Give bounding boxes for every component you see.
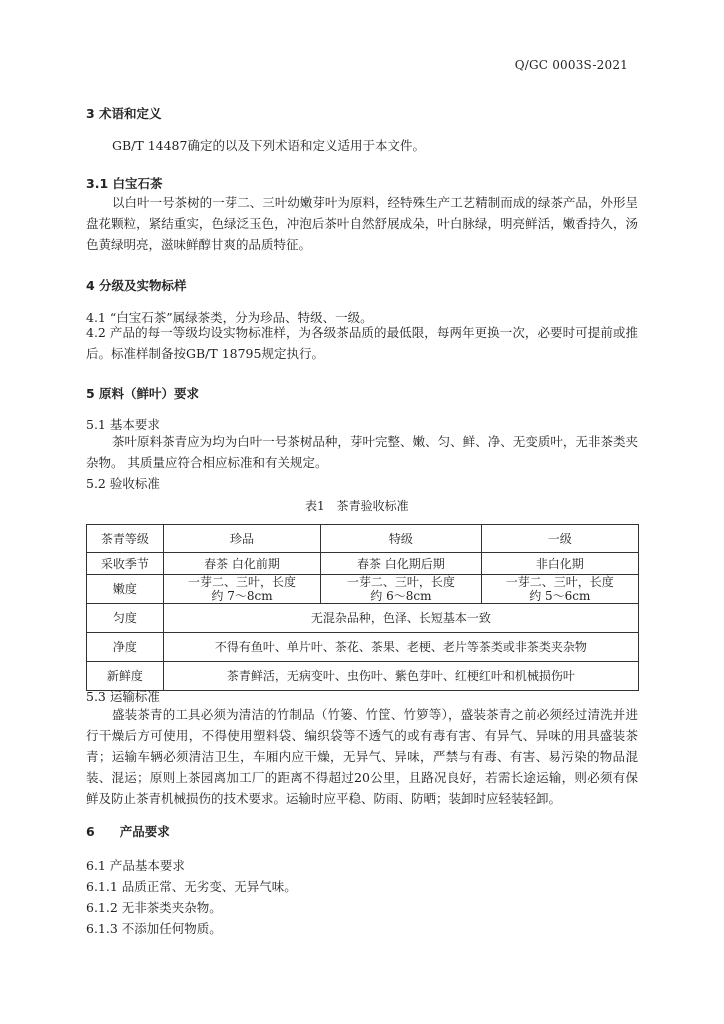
cell-line: 一芽二、三叶，长度 — [505, 575, 614, 589]
section-3-intro: GB/T 14487确定的以及下列术语和定义适用于本文件。 — [112, 138, 425, 153]
table-cell — [163, 575, 320, 604]
cell-line: 一芽二、三叶，长度 — [346, 575, 455, 589]
table-cell: 嫩度 — [87, 575, 164, 604]
table-cell: 匀度 — [87, 604, 164, 633]
section-4-1: 4.1 “白宝石茶”属绿茶类，分为珍品、特级、一级。 — [86, 310, 373, 325]
cell-line: 一芽二、三叶，长度 — [187, 575, 296, 589]
section-6-title: 6 产品要求 — [86, 824, 170, 839]
section-5-3-body: 盛装茶青的工具必须为清洁的竹制品（竹篓、竹筐、竹箩等），盛装茶青之前必须经过清洗并进行干燥后方可使用，不得使用塑料袋、编织袋等不透气的或有毒有害、有异气、异味的用具盛装茶青；运输车辆必须清洁卫生，车厢内应干燥，无异气、异味，严禁与有毒、有害、易污染的物品混装、混运；原则上茶园离加工厂的距离不得超过20公里，且路况良好，若需长途运输，则必须有保鲜及防止茶青机械损伤的技术要求。运输时应平稳、防雨、防晒；装卸时应轻装轻卸。 — [86, 707, 638, 806]
table-cell: 采收季节 — [87, 553, 164, 575]
section-5-3-title: 5.3 运输标准 — [86, 689, 160, 704]
table-cell: 无混杂品种，色泽、长短基本一致 — [163, 604, 638, 633]
section-6-1-2: 6.1.2 无非茶类夹杂物。 — [86, 900, 222, 915]
table-cell: 茶青鲜活，无病变叶、虫伤叶、紫色芽叶、红梗红叶和机械损伤叶 — [163, 662, 638, 691]
section-6-1: 6.1 产品基本要求 — [86, 858, 185, 873]
table-cell: 春茶 白化前期 — [163, 553, 320, 575]
table-row — [87, 633, 639, 662]
table-caption: 表1 茶青验收标准 — [305, 499, 409, 513]
acceptance-table — [86, 524, 639, 691]
table-row — [87, 575, 639, 604]
section-3-title: 3 术语和定义 — [86, 106, 162, 121]
section-3-1-body: 以白叶一号茶树的一芽二、三叶幼嫩芽叶为原料，经特殊生产工艺精制而成的绿茶产品，外形呈盘花颗粒，紧结重实，色绿泛玉色，冲泡后茶叶自然舒展成朵，叶白脉绿，明亮鲜活，嫩香持久，汤色黄绿明亮，滋味鲜醇甘爽的品质特征。 — [86, 195, 638, 252]
table-cell: 春茶 白化期后期 — [321, 553, 481, 575]
table-cell: 茶青等级 — [87, 525, 164, 553]
section-5-1-title: 5.1 基本要求 — [86, 417, 160, 432]
table-cell: 不得有鱼叶、单片叶、茶花、茶果、老梗、老片等茶类或非茶类夹杂物 — [163, 633, 638, 662]
section-5-title: 5 原料（鲜叶）要求 — [86, 386, 200, 401]
table-cell: 特级 — [321, 525, 481, 553]
section-5-1-body: 茶叶原料茶青应为均为白叶一号茶树品种，芽叶完整、嫩、匀、鲜、净、无变质叶，无非茶类夹杂物。 其质量应符合相应标准和有关规定。 — [86, 434, 638, 470]
section-6-1-3: 6.1.3 不添加任何物质。 — [86, 921, 222, 936]
table-cell: 珍品 — [163, 525, 320, 553]
table-cell: 一级 — [481, 525, 638, 553]
table-cell: 非白化期 — [481, 553, 638, 575]
table-row — [87, 553, 639, 575]
cell-line: 约 5～6cm — [529, 589, 591, 603]
cell-line: 约 7～8cm — [211, 589, 273, 603]
table-cell: 净度 — [87, 633, 164, 662]
section-3-1-title: 3.1 白宝石茶 — [86, 176, 163, 191]
table-row — [87, 604, 639, 633]
section-4-title: 4 分级及实物标样 — [86, 278, 187, 293]
table-cell — [481, 575, 638, 604]
table-header-row — [87, 525, 639, 553]
table-cell — [321, 575, 481, 604]
section-6-1-1: 6.1.1 品质正常、无劣变、无异气味。 — [86, 879, 297, 894]
section-5-2-title: 5.2 验收标准 — [86, 476, 160, 491]
section-4-2: 4.2 产品的每一等级均设实物标准样，为各级茶品质的最低限，每两年更换一次，必要时可提前或推后。标准样制备按GB/T 18795规定执行。 — [86, 325, 638, 361]
document-code: Q/GC 0003S-2021 — [514, 58, 628, 72]
cell-line: 约 6～8cm — [370, 589, 432, 603]
table-cell: 新鲜度 — [87, 662, 164, 691]
